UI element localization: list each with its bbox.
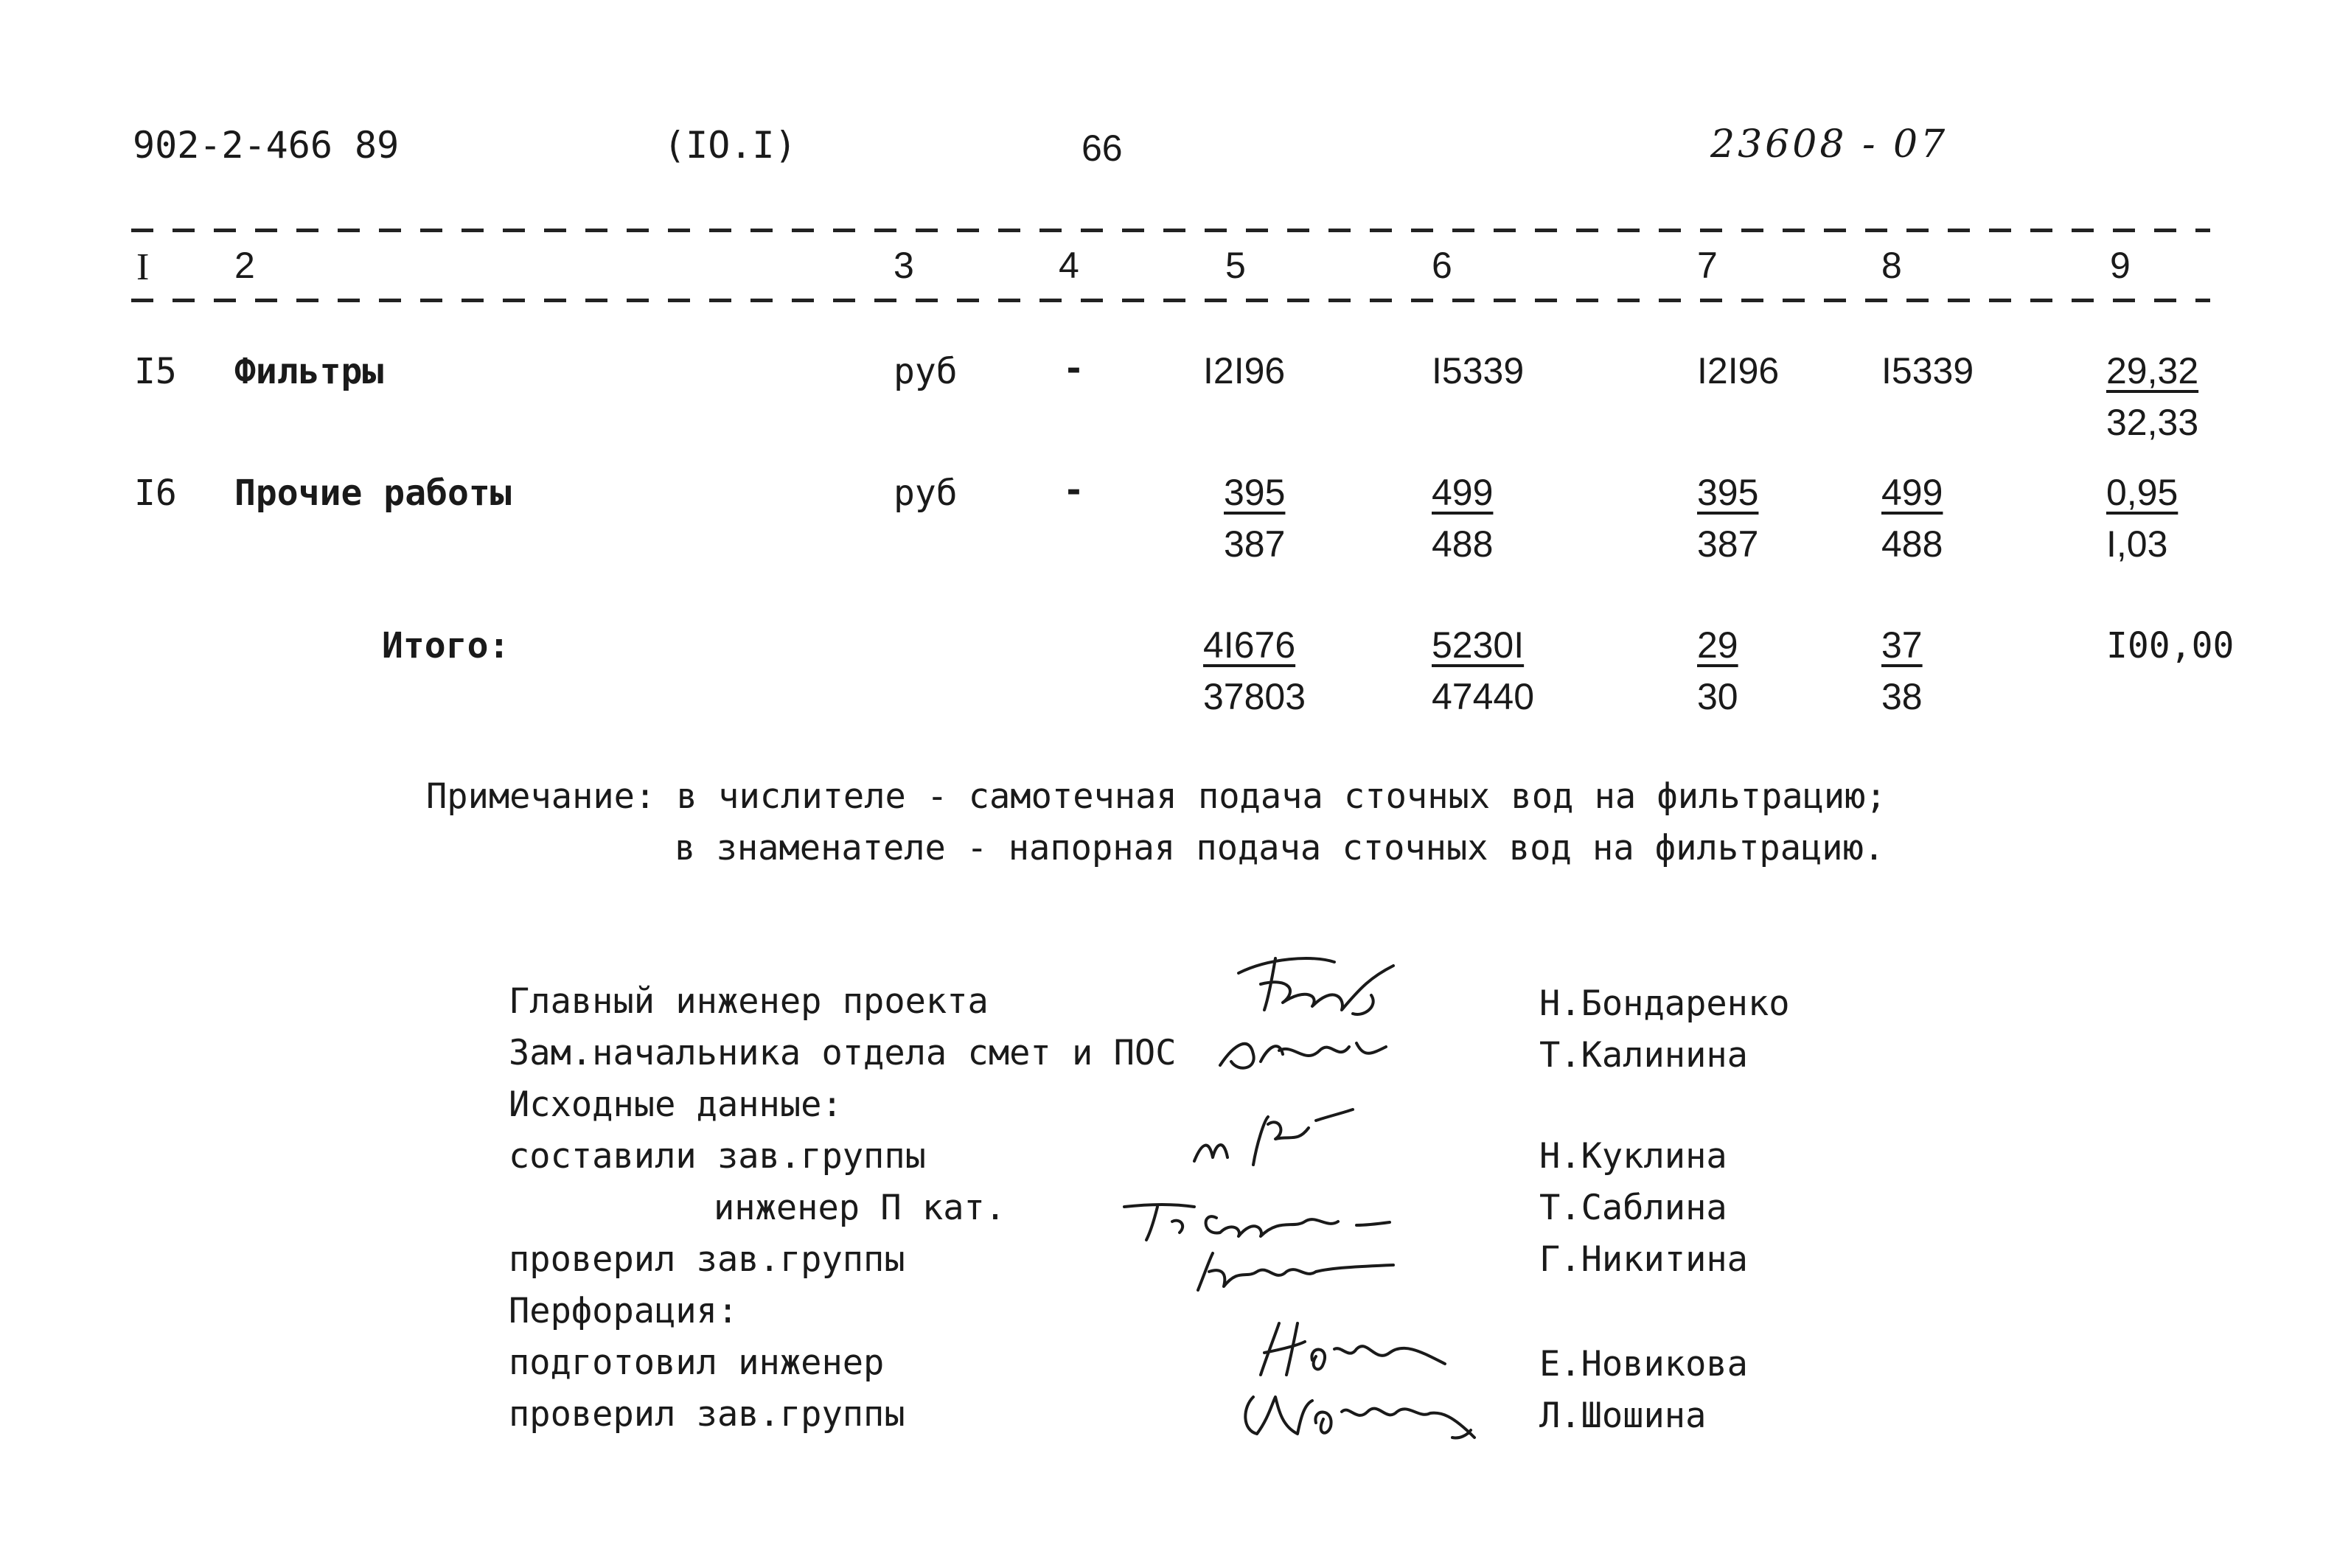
role-compiled-group-head: составили зав.группы — [509, 1136, 926, 1177]
document-code: 902-2-466 89 — [133, 124, 400, 167]
handwritten-doc-number: 23608 - 07 — [1710, 122, 1948, 167]
row-name: Фильтры — [234, 351, 384, 392]
name-sablina: Т.Саблина — [1539, 1188, 1727, 1228]
signature-shoshina — [1231, 1367, 1497, 1456]
cell-col9-denominator: 32,33 — [2106, 402, 2199, 443]
cell-col8-denominator: 488 — [1881, 523, 1943, 565]
column-number-9: 9 — [2110, 245, 2131, 286]
cell-col7: I2I96 — [1697, 350, 1780, 391]
cell-col8-numerator: 499 — [1881, 472, 1943, 513]
total-col8-numerator: 37 — [1881, 624, 1923, 666]
total-col8-denominator: 38 — [1881, 676, 1923, 717]
name-shoshina: Л.Шошина — [1539, 1395, 1707, 1436]
total-col6-denominator: 47440 — [1432, 676, 1535, 717]
signature-nikitina — [1187, 1238, 1408, 1297]
row-name: Прочие работы — [234, 473, 512, 514]
total-label: Итого: — [382, 625, 510, 666]
cell-col7-denominator: 387 — [1697, 523, 1759, 565]
cell-col6-denominator: 488 — [1432, 523, 1494, 565]
role-source-data: Исходные данные: — [509, 1084, 843, 1125]
note-line-1: Примечание: в числителе - самотечная подача сточных вод на фильтрацию; — [426, 776, 1887, 817]
name-novikova: Е.Новикова — [1539, 1344, 1748, 1384]
role-chief-engineer: Главный инженер проекта — [509, 981, 989, 1022]
cell-col9-numerator: 29,32 — [2106, 350, 2199, 391]
total-col9: I00,00 — [2106, 625, 2235, 666]
dashed-divider-top — [131, 229, 2210, 232]
signature-kalinina — [1209, 1021, 1401, 1080]
row-number: I5 — [134, 351, 177, 392]
total-col5-numerator: 4I676 — [1203, 624, 1296, 666]
row-unit: руб — [894, 351, 958, 392]
cell-col5-numerator: 395 — [1224, 472, 1286, 513]
cell-col6: I5339 — [1432, 350, 1525, 391]
name-nikitina: Г.Никитина — [1539, 1239, 1748, 1280]
row-dash: - — [1063, 470, 1084, 511]
column-number-7: 7 — [1697, 245, 1718, 286]
column-number-5: 5 — [1225, 245, 1246, 286]
total-col6-numerator: 5230I — [1432, 624, 1525, 666]
row-number: I6 — [134, 473, 177, 514]
cell-col5-denominator: 387 — [1224, 523, 1286, 565]
row-dash: - — [1063, 348, 1084, 389]
total-col7-numerator: 29 — [1697, 624, 1738, 666]
role-deputy-head: Зам.начальника отдела смет и ПОС — [509, 1033, 1177, 1073]
row-unit: руб — [894, 473, 958, 514]
section-number: (IO.I) — [663, 124, 797, 167]
role-engineer-cat2: инженер П кат. — [714, 1188, 1006, 1228]
name-kalinina: Т.Калинина — [1539, 1035, 1748, 1076]
role-checked-group-head-2: проверил зав.группы — [509, 1394, 905, 1435]
name-bondarenko: Н.Бондаренко — [1539, 983, 1790, 1024]
dashed-divider-bottom — [131, 299, 2210, 302]
column-number-3: 3 — [894, 245, 914, 286]
cell-col5: I2I96 — [1203, 350, 1286, 391]
note-line-2: в знаменателе - напорная подача сточных вод на фильтрацию. — [675, 828, 1885, 868]
signature-bondarenko — [1224, 944, 1415, 1025]
cell-col9-denominator: I,03 — [2106, 523, 2168, 565]
cell-col7-numerator: 395 — [1697, 472, 1759, 513]
role-checked-group-head: проверил зав.группы — [509, 1239, 905, 1280]
role-perforation: Перфорация: — [509, 1291, 739, 1331]
column-number-8: 8 — [1881, 245, 1902, 286]
column-number-1: I — [136, 246, 150, 288]
cell-col9-numerator: 0,95 — [2106, 472, 2178, 513]
role-prepared-engineer: подготовил инженер — [509, 1342, 885, 1383]
cell-col8: I5339 — [1881, 350, 1974, 391]
column-number-6: 6 — [1432, 245, 1452, 286]
column-number-2: 2 — [234, 245, 255, 286]
total-col7-denominator: 30 — [1697, 676, 1738, 717]
total-col5-denominator: 37803 — [1203, 676, 1306, 717]
page-number: 66 — [1082, 128, 1123, 169]
cell-col6-numerator: 499 — [1432, 472, 1494, 513]
column-number-4: 4 — [1059, 245, 1079, 286]
signature-kuklina — [1180, 1098, 1371, 1180]
name-kuklina: Н.Куклина — [1539, 1136, 1727, 1177]
